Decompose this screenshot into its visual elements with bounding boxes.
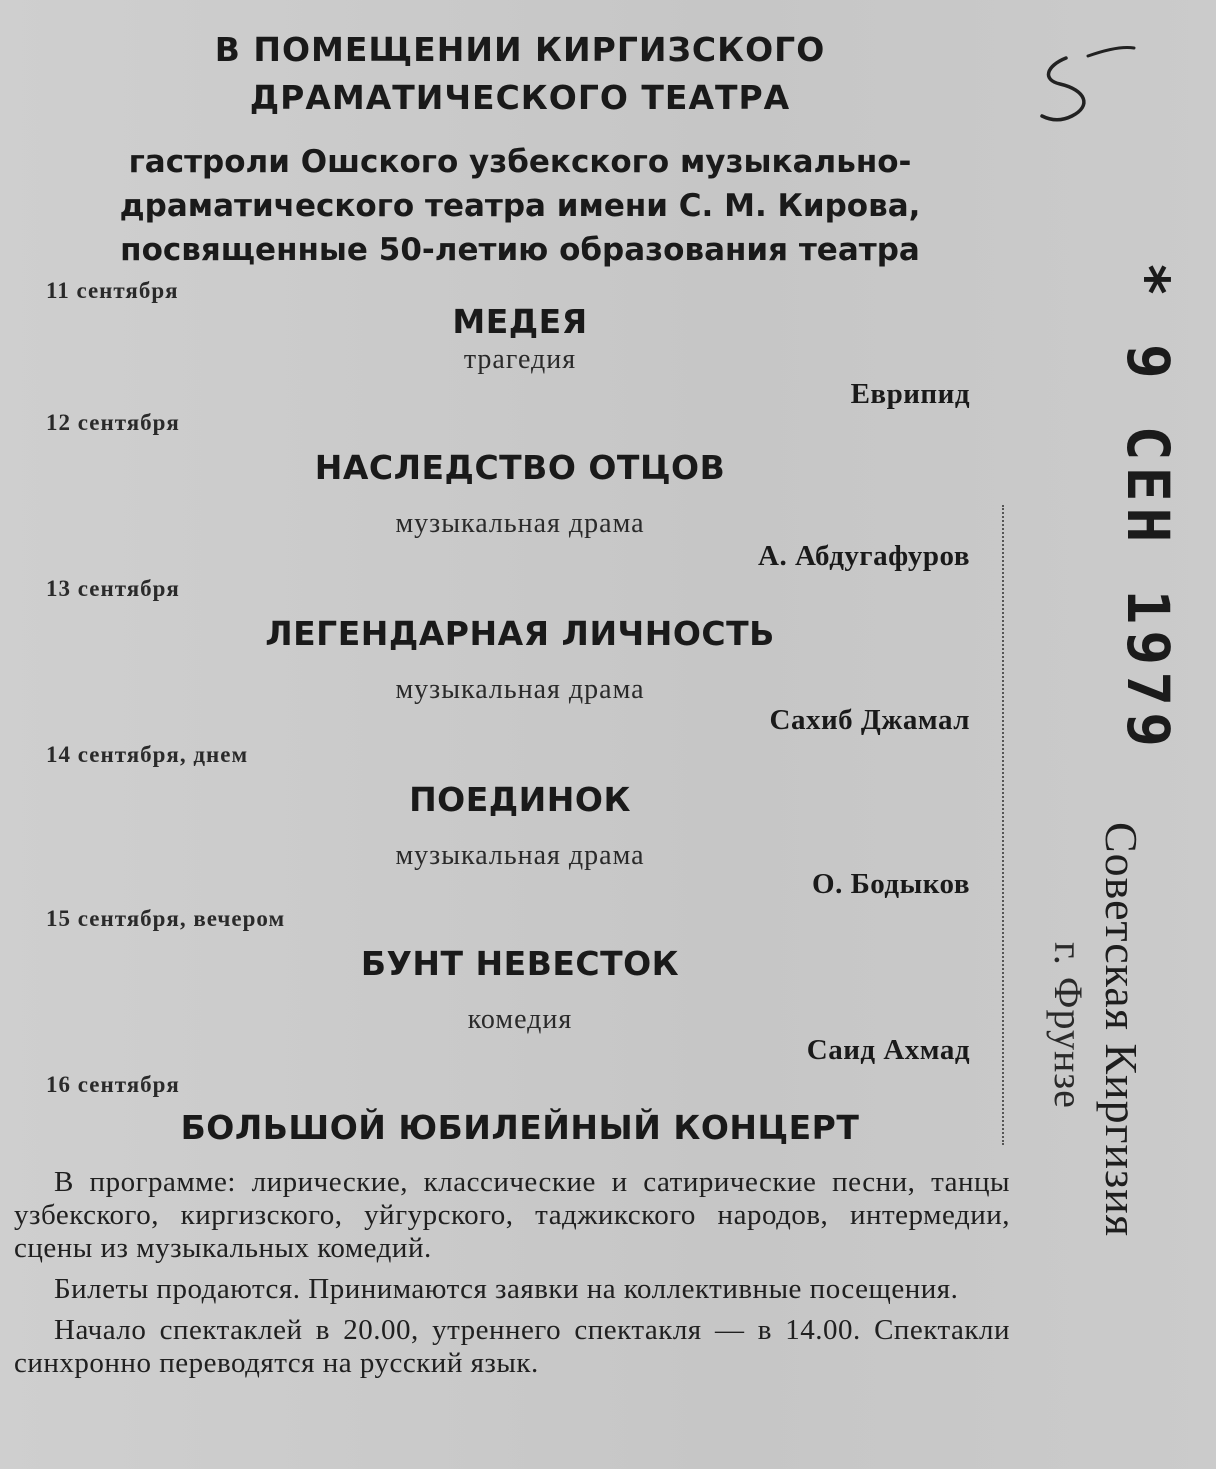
performance-author: О. Бодыков (812, 868, 970, 900)
performance-date: 11 сентября (46, 278, 179, 303)
performance-date: 14 сентября, днем (46, 742, 249, 767)
performance-genre: комедия (467, 1004, 573, 1035)
date-stamp: * 9 СЕН 1979 (1114, 262, 1182, 754)
header-line-1: В ПОМЕЩЕНИИ КИРГИЗСКОГО (214, 30, 826, 69)
performance-genre: музыкальная драма (395, 508, 645, 539)
tickets-paragraph: Билеты продаются. Принимаются заявки на коллективные посещения. (54, 1273, 959, 1305)
subtitle-line-2: драматического театра имени С. М. Кирова, (119, 188, 921, 224)
subtitle-line-1: гастроли Ошского узбекского музыкально- (128, 144, 912, 180)
performance-date: 12 сентября (46, 410, 180, 435)
performance-genre: музыкальная драма (395, 674, 645, 705)
subtitle-line-3: посвященные 50-летию образования театра (120, 232, 920, 268)
performance-author: Еврипид (850, 378, 970, 410)
performance-title: ПОЕДИНОК (409, 780, 631, 819)
column-divider (1002, 505, 1004, 1145)
start-time-paragraph: Начало спектаклей в 20.00, утреннего спектакля — в 14.00. Спектакли синхронно переводятся на русский язык. (14, 1314, 1010, 1379)
performance-title: ЛЕГЕНДАРНАЯ ЛИЧНОСТЬ (265, 614, 775, 653)
handwritten-mark (1030, 36, 1140, 126)
performance-title: МЕДЕЯ (452, 302, 588, 341)
performance-author: А. Абдугафуров (758, 540, 970, 572)
newspaper-name: Советская Киргизия (1096, 822, 1147, 1238)
performance-author: Сахиб Джамал (769, 704, 970, 736)
performance-title: НАСЛЕДСТВО ОТЦОВ (314, 448, 726, 487)
header-line-2: ДРАМАТИЧЕСКОГО ТЕАТРА (249, 78, 791, 117)
header-subtitle (40, 140, 1000, 272)
performance-author: Саид Ахмад (806, 1034, 970, 1066)
newspaper-city: г. Фрунзе (1046, 942, 1091, 1109)
performance-title: БУНТ НЕВЕСТОК (360, 944, 680, 983)
program-paragraph: В программе: лирические, классические и сатирические песни, танцы узбекского, киргизского, уйгурского, таджикского народов, интермедии, сцены из музыкальных комедий. (14, 1166, 1010, 1264)
notice-text (14, 1166, 1010, 1388)
performance-genre: трагедия (463, 344, 577, 375)
performance-date: 15 сентября, вечером (46, 906, 286, 931)
performance-title: БОЛЬШОЙ ЮБИЛЕЙНЫЙ КОНЦЕРТ (180, 1108, 860, 1147)
performance-date: 13 сентября (46, 576, 180, 601)
performance-genre: музыкальная драма (395, 840, 645, 871)
performance-date: 16 сентября (46, 1072, 180, 1097)
